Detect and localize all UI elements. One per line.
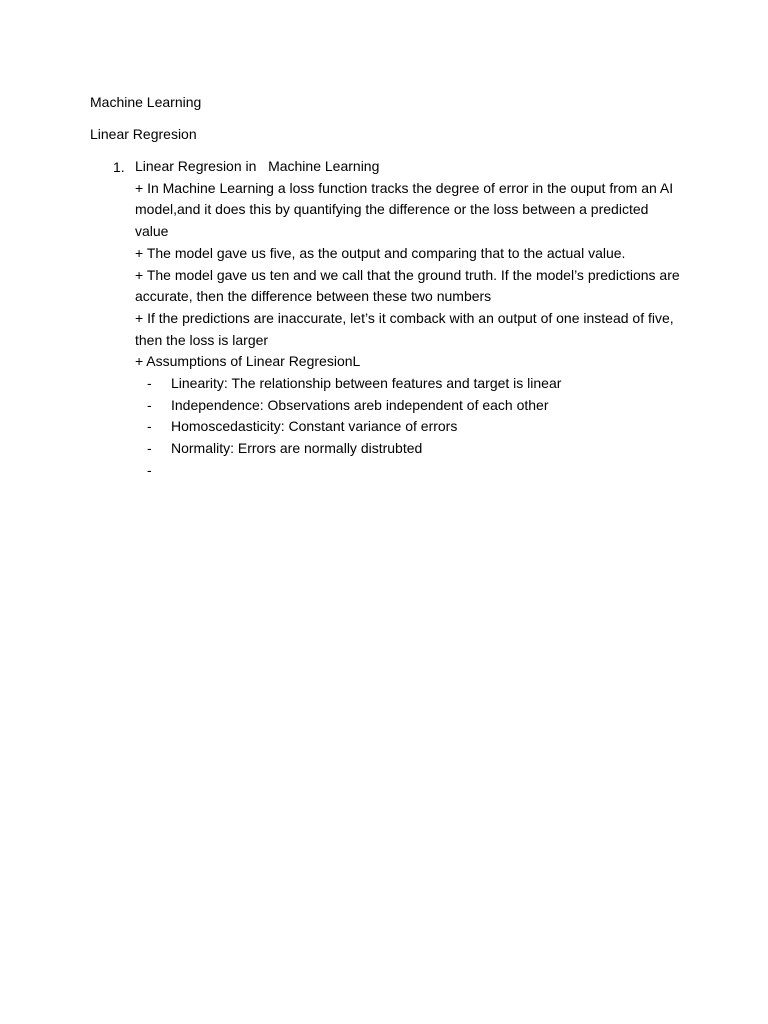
dash-bullet-icon: - [147, 440, 152, 457]
body-line: accurate, then the difference between these two numbers [135, 288, 492, 305]
bullet-item [135, 438, 690, 460]
bullet-item [135, 416, 690, 438]
bullet-text: Homoscedasticity: Constant variance of errors [171, 418, 458, 435]
bullet-item [135, 460, 690, 482]
document-heading: Machine Learning [90, 94, 202, 110]
list-item-number: 1. [113, 159, 125, 175]
body-line: value [135, 223, 169, 240]
dash-bullet-icon: - [147, 418, 152, 435]
dash-bullet-icon: - [147, 461, 152, 478]
body-line: + The model gave us ten and we call that the ground truth. If the model’s predictions are [135, 266, 680, 283]
body-line: + Assumptions of Linear RegresionL [135, 353, 361, 370]
bullet-text: Independence: Observations areb independent of each other [171, 396, 549, 413]
assumptions-bullet-list [135, 373, 690, 482]
body-line: model,and it does this by quantifying the difference or the loss between a predicted [135, 201, 649, 218]
list-item [90, 156, 690, 482]
bullet-item [135, 395, 690, 417]
document-subheading: Linear Regresion [90, 126, 197, 142]
body-line: + The model gave us five, as the output and comparing that to the actual value. [135, 244, 626, 261]
body-line: + If the predictions are inaccurate, let’s it comback with an output of one instead of five, [135, 309, 674, 326]
list-item-title: Linear Regresion in Machine Learning [135, 158, 380, 174]
dash-bullet-icon: - [147, 396, 152, 413]
bullet-text: Linearity: The relationship between features and target is linear [171, 375, 562, 392]
body-line: then the loss is larger [135, 331, 269, 348]
bullet-text: Normality: Errors are normally distrubted [171, 440, 423, 457]
dash-bullet-icon: - [147, 375, 152, 392]
bullet-item [135, 373, 690, 395]
body-line: + In Machine Learning a loss function tracks the degree of error in the ouput from an AI [135, 179, 674, 196]
numbered-list [90, 156, 690, 482]
